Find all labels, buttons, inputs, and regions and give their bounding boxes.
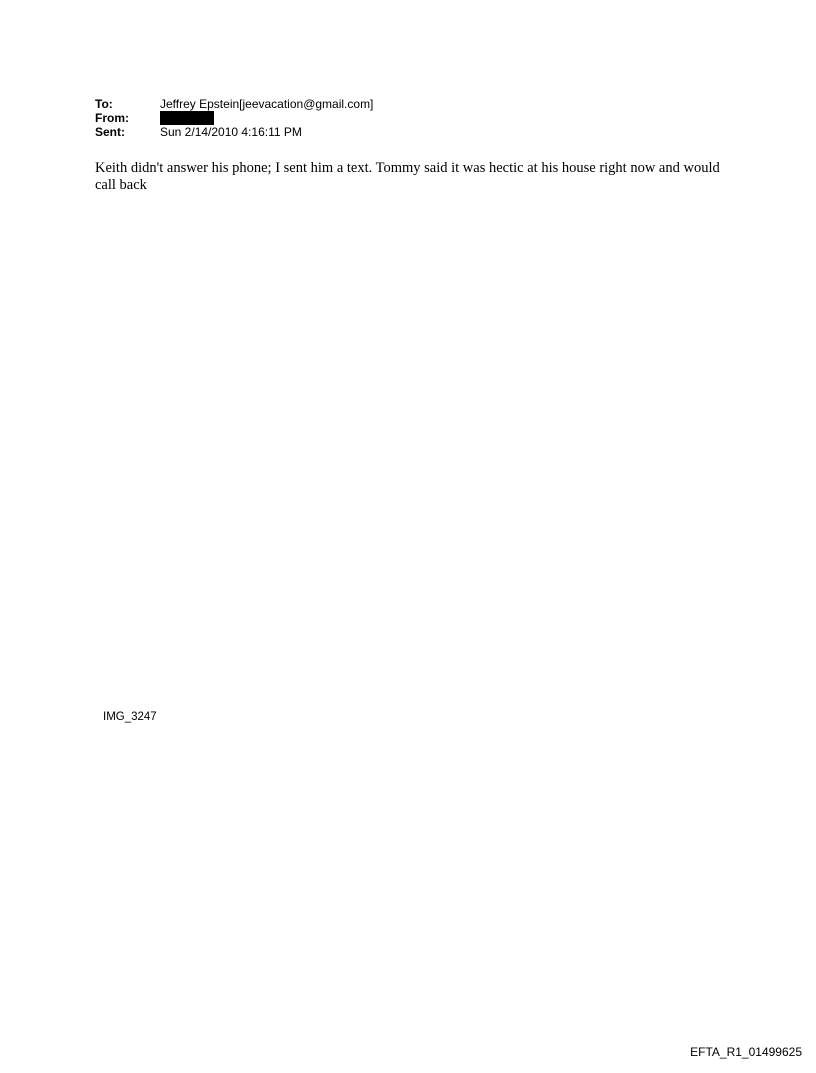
- bates-number: EFTA_R1_01499625: [690, 1045, 802, 1059]
- sent-value: Sun 2/14/2010 4:16:11 PM: [160, 125, 302, 139]
- attachment-name: IMG_3247: [103, 711, 157, 723]
- from-row: [95, 111, 373, 125]
- from-value: [160, 111, 214, 125]
- sent-label: Sent:: [95, 125, 125, 139]
- email-body: Keith didn't answer his phone; I sent him a text. Tommy said it was hectic at his house right now and would call back: [95, 160, 720, 193]
- to-label: To:: [95, 97, 113, 111]
- to-value: Jeffrey Epstein[jeevacation@gmail.com]: [160, 97, 374, 111]
- from-label: From:: [95, 111, 129, 125]
- sent-row: [95, 125, 373, 139]
- to-row: [95, 97, 373, 111]
- redaction-box: [160, 111, 214, 125]
- email-header: [95, 97, 373, 139]
